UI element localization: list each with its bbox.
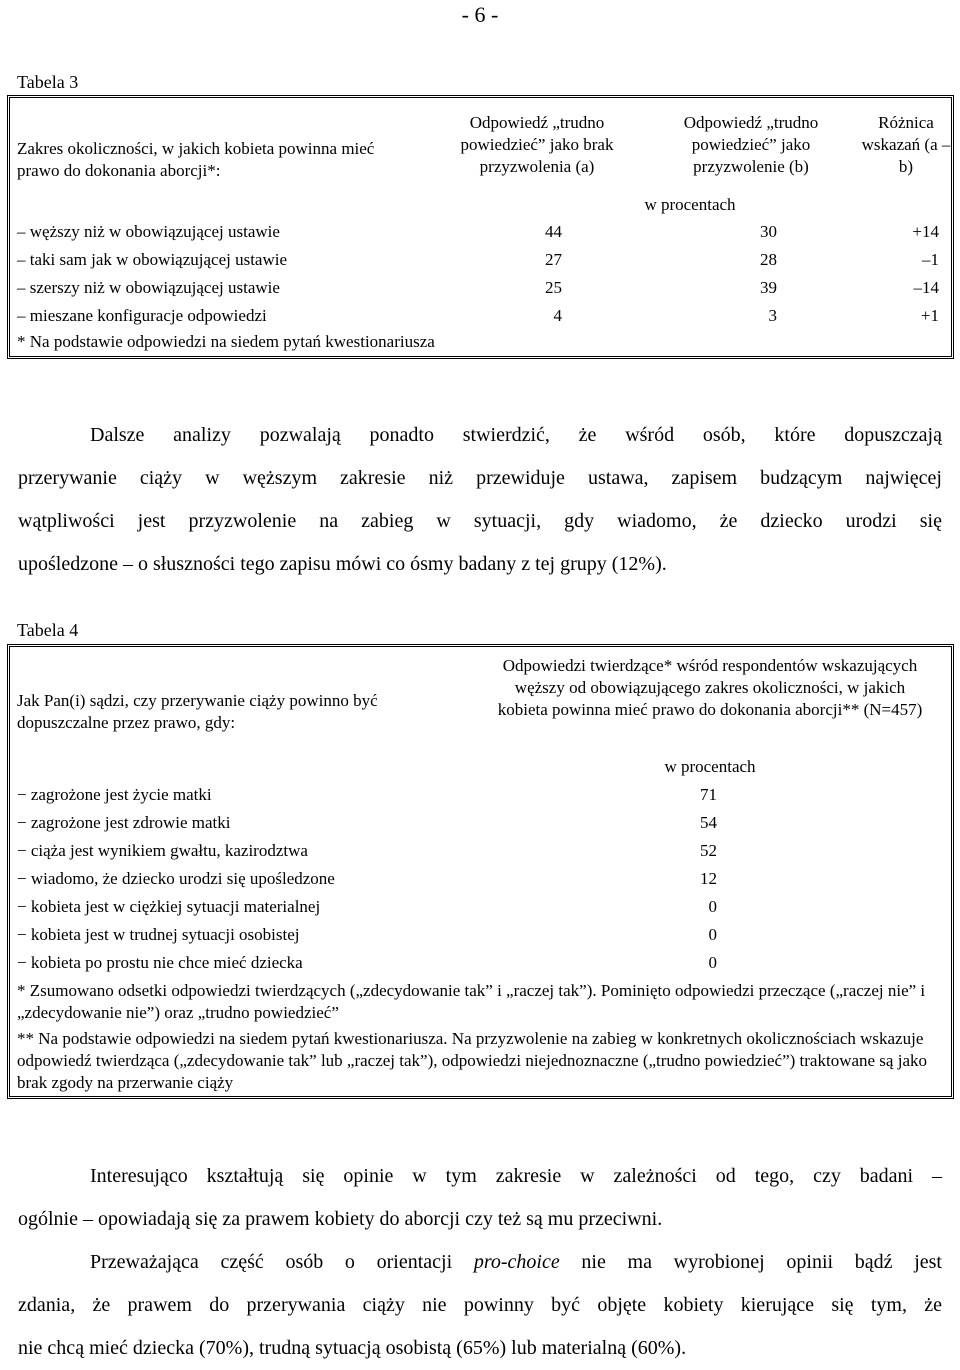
value-b: 28 <box>760 250 777 269</box>
table3-unit: w procentach <box>644 195 736 214</box>
table4-col-header: Odpowiedzi twierdzące* wśród respondentów wskazujących węższy od obowiązującego zakres okoliczności, w jakich kobieta powinna mieć prawo do dokonania aborcji** (N=457) <box>497 656 923 719</box>
paragraph-line: wątpliwości jest przyzwolenie na zabieg w sytuacji, gdy wiadomo, że dziecko urodzi się <box>18 510 942 532</box>
table-row <box>17 278 947 306</box>
table-row <box>17 306 947 334</box>
paragraph-3 <box>18 1241 942 1370</box>
value-a: 44 <box>545 222 562 241</box>
table-row <box>17 925 947 953</box>
paragraph-1 <box>18 414 942 586</box>
table3-col-a-header: Odpowiedź „trudno powiedzieć” jako brak przyzwolenia (a) <box>460 113 614 176</box>
table3-label: Tabela 3 <box>17 72 79 92</box>
value-b: 3 <box>768 306 777 325</box>
row-value: 0 <box>708 953 717 972</box>
row-value: 54 <box>700 813 717 832</box>
table4-unit: w procentach <box>664 757 756 776</box>
row-label: − zagrożone jest zdrowie matki <box>17 813 231 832</box>
paragraph-italic-term: pro-choice <box>473 1251 560 1273</box>
table-row <box>17 250 947 278</box>
table4-body <box>17 785 947 981</box>
table4-label: Tabela 4 <box>17 620 79 640</box>
paragraph-line: Dalsze analizy pozwalają ponadto stwierdzić, że wśród osób, które dopuszczają <box>90 424 942 446</box>
table-row <box>17 897 947 925</box>
table3-col-diff-header: Różnica wskazań (a – b) <box>861 113 951 176</box>
paragraph-line: przerywanie ciąży w węższym zakresie niż przewiduje ustawa, zapisem budzącym najwięcej <box>18 467 942 489</box>
value-a: 27 <box>545 250 562 269</box>
table-row <box>17 953 947 981</box>
paragraph-line: zdania, że prawem do przerywania ciąży nie powinny być objęte kobiety kierujące się tym, że <box>18 1294 942 1316</box>
value-diff: +14 <box>912 222 939 241</box>
table-row <box>17 813 947 841</box>
paragraph-text: Przeważająca część osób o orientacji <box>90 1251 474 1273</box>
row-value: 0 <box>708 897 717 916</box>
paragraph-line: nie chcą mieć dziecka (70%), trudną sytuacją osobistą (65%) lub materialną (60%). <box>18 1337 687 1359</box>
row-label: − zagrożone jest życie matki <box>17 785 212 804</box>
table-row <box>17 785 947 813</box>
paragraph-line: Interesująco kształtują się opinie w tym zakresie w zależności od tego, czy badani – <box>90 1165 942 1187</box>
row-label: − ciąża jest wynikiem gwałtu, kazirodztwa <box>17 841 308 860</box>
table3-row-header: Zakres okoliczności, w jakich kobieta powinna mieć prawo do dokonania aborcji*: <box>17 139 375 180</box>
table4-footnote-1: * Zsumowano odsetki odpowiedzi twierdzących („zdecydowanie tak” i „raczej tak”). Pominięto odpowiedzi przeczące („raczej nie” i „zdecydowanie nie”) oraz „trudno powiedzieć” <box>17 981 926 1022</box>
row-value: 0 <box>708 925 717 944</box>
row-label: − kobieta jest w trudnej sytuacji osobistej <box>17 925 300 944</box>
value-b: 30 <box>760 222 777 241</box>
table4-footnote-2: ** Na podstawie odpowiedzi na siedem pytań kwestionariusza. Na przyzwolenie na zabieg w konkretnych okolicznościach wskazuje odpowiedź twierdząca („zdecydowanie tak” lub „raczej tak”), odpowiedzi niejednoznaczne („trudno powiedzieć”) traktowane są jako brak zgody na przerwanie ciąży <box>17 1029 927 1092</box>
paragraph-line: upośledzone – o słuszności tego zapisu mówi co ósmy badany z tej grupy (12%). <box>18 553 667 575</box>
row-value: 71 <box>700 785 717 804</box>
paragraph-2 <box>18 1155 942 1241</box>
value-b: 39 <box>760 278 777 297</box>
row-label: − kobieta jest w ciężkiej sytuacji materialnej <box>17 897 321 916</box>
value-diff: –14 <box>913 278 939 297</box>
table3-footnote: * Na podstawie odpowiedzi na siedem pytań kwestionariusza <box>17 332 435 351</box>
table-row <box>17 222 947 250</box>
table3-body <box>17 222 947 334</box>
paragraph-text: nie ma wyrobionej opinii bądź jest <box>559 1251 942 1273</box>
value-a: 25 <box>545 278 562 297</box>
row-value: 12 <box>700 869 717 888</box>
row-label: − wiadomo, że dziecko urodzi się upośledzone <box>17 869 335 888</box>
table4-row-header: Jak Pan(i) sądzi, czy przerywanie ciąży powinno być dopuszczalne przez prawo, gdy: <box>17 691 378 732</box>
row-label: − kobieta po prostu nie chce mieć dziecka <box>17 953 303 972</box>
value-a: 4 <box>553 306 562 325</box>
value-diff: +1 <box>920 306 939 325</box>
row-label: – szerszy niż w obowiązującej ustawie <box>17 278 280 297</box>
table-row <box>17 841 947 869</box>
row-value: 52 <box>700 841 717 860</box>
row-label: – węższy niż w obowiązującej ustawie <box>17 222 280 241</box>
table3-col-b-header: Odpowiedź „trudno powiedzieć” jako przyzwolenie (b) <box>683 113 819 176</box>
table-row <box>17 869 947 897</box>
paragraph-line <box>18 1241 942 1284</box>
value-diff: –1 <box>922 250 939 269</box>
row-label: – mieszane konfiguracje odpowiedzi <box>17 306 267 325</box>
row-label: – taki sam jak w obowiązującej ustawie <box>17 250 288 269</box>
page-number: - 6 - <box>461 2 499 27</box>
paragraph-line: ogólnie – opowiadają się za prawem kobiety do aborcji czy też są mu przeciwni. <box>18 1208 663 1230</box>
